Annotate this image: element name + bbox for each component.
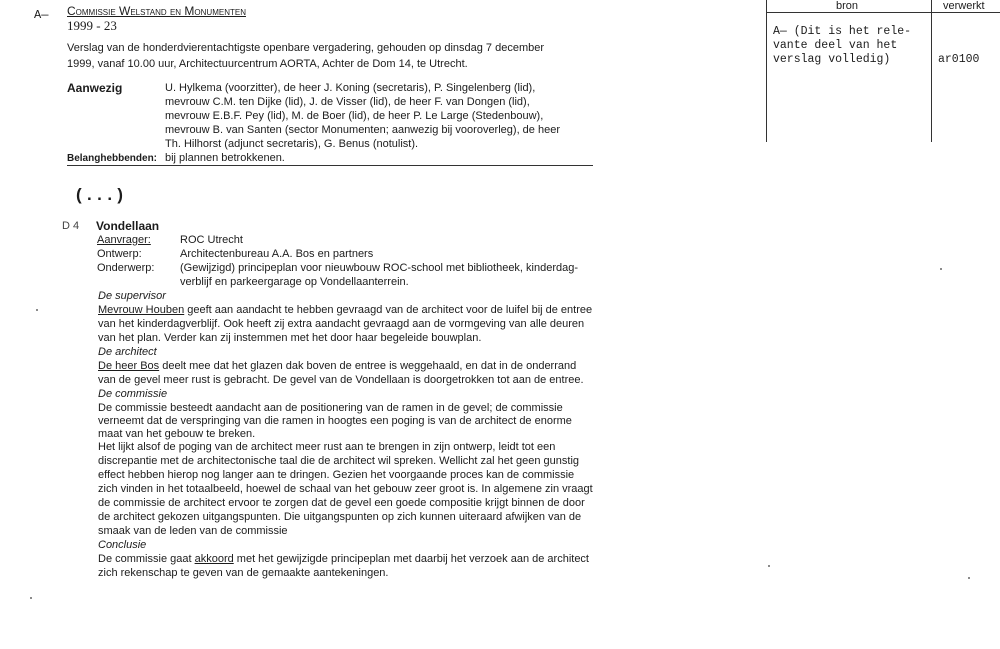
side-table-divider (931, 0, 932, 142)
field-label-applicant: Aanvrager: (97, 234, 151, 246)
architect-text-rest: deelt mee dat het glazen dak boven de entree is weggehaald, en dat in de onderrand (159, 360, 577, 372)
scan-speck (36, 309, 38, 311)
attendance-line: Th. Hilhorst (adjunct secretaris), G. Benus (notulist). (165, 138, 419, 150)
scan-speck (768, 565, 770, 567)
report-line-1: Verslag van de honderdvierentachtigste openbare vergadering, gehouden op dinsdag 7 december (67, 42, 545, 54)
architect-text-line: van de gevel meer rust is gebracht. De gevel van de Vondellaan is doorgetrokken tot aan de entree. (98, 374, 584, 386)
conclusion-text-line (98, 553, 589, 566)
commission-text-line: effect hebben hierop nog langer aan te dringen. Gezien het voorgaande proces kan de commissie (98, 469, 575, 481)
supervisor-heading: De supervisor (98, 290, 166, 302)
org-name: Commissie Welstand en Monumenten (67, 4, 246, 18)
side-table-code: ar0100 (938, 53, 980, 66)
side-table-header-processed: verwerkt (943, 0, 985, 12)
supervisor-text-line (98, 304, 592, 317)
commission-text-line: de commissie de architect ervoor te zorgen dat de gevel een goede compositie krijgt binnen de door (98, 497, 585, 509)
attendance-line: mevrouw E.B.F. Pey (lid), M. de Boer (lid), de heer P. Le Large (Stedenbouw), (165, 110, 544, 122)
margin-mark: A— (34, 8, 49, 22)
stakeholders-value: bij plannen betrokkenen. (165, 152, 285, 164)
architect-name: De heer Bos (98, 360, 160, 372)
item-title: Vondellaan (96, 219, 160, 233)
scan-speck (940, 268, 942, 270)
conclusion-text-line: zich rekenschap te geven van de gemaakte aantekeningen. (98, 567, 389, 579)
field-value-subject-cont: verblijf en parkeergarage op Vondellaanterrein. (180, 276, 409, 288)
commission-text-line: de architect gekozen uitgangspunten. Die uitgangspunten op zich kunnen uiteraard afwijken van de (98, 511, 582, 523)
report-line-2: 1999, vanaf 10.00 uur, Architectuurcentrum AORTA, Achter de Dom 14, te Utrecht. (67, 58, 468, 70)
attendance-line: mevrouw C.M. ten Dijke (lid), J. de Visser (lid), de heer F. van Dongen (lid), (165, 96, 530, 108)
commission-text-line: maat van het gebouw te breken. (98, 428, 256, 440)
field-value-applicant: ROC Utrecht (180, 234, 243, 246)
side-table-note-line: vante deel van het (773, 39, 898, 52)
omission-mark: (...) (74, 187, 126, 206)
conclusion-heading: Conclusie (98, 539, 147, 551)
stakeholders-label: Belanghebbenden: (67, 153, 158, 164)
attendance-label: Aanwezig (67, 81, 123, 95)
attendance-line: U. Hylkema (voorzitter), de heer J. Koning (secretaris), P. Singelenberg (lid), (165, 82, 536, 94)
conclusion-post: met het gewijzigde principeplan met daarbij het verzoek aan de architect (233, 553, 589, 565)
conclusion-pre: De commissie gaat (98, 553, 195, 565)
commission-text-line: De commissie besteedt aandacht aan de positionering van de ramen in de gevel; de commissie (98, 402, 563, 414)
header-rule (67, 165, 593, 166)
supervisor-text-line: van het plan. Verder kan zij instemmen met het door haar begeleide bouwplan. (98, 332, 482, 344)
commission-text-line: Het lijkt alsof de poging van de architect meer rust aan te brengen in zijn ontwerp, leidt tot een (98, 441, 556, 453)
meeting-number: 1999 - 23 (67, 18, 117, 33)
scan-speck (968, 577, 970, 579)
architect-heading: De architect (98, 346, 157, 358)
item-code: D 4 (62, 220, 80, 232)
scan-speck (30, 597, 32, 599)
side-table-note-line: A— (Dit is het rele- (773, 25, 912, 38)
conclusion-approved: akkoord (194, 553, 234, 565)
attendance-line: mevrouw B. van Santen (sector Monumenten; aanwezig bij vooroverleg), de heer (165, 124, 560, 136)
supervisor-name: Mevrouw Houben (98, 304, 185, 316)
architect-text-line (98, 360, 576, 373)
side-table-note-line: verslag volledig) (773, 53, 891, 66)
commission-text-line: discrepantie met de architectonische taal die de architect wil spreken. Wellicht zal het geen gunstig (98, 455, 580, 467)
side-table-left-border (766, 0, 767, 142)
commission-text-line: verneemt dat de verspringing van die ramen in hoogtes een poging is van de architect de enorme (98, 415, 572, 427)
supervisor-text-line: van het kinderdagverblijf. Ook heeft zij extra aandacht gevraagd aan de vormgeving van alle deuren (98, 318, 585, 330)
commission-text-line: zich vinden in het totaalbeeld, hoewel de schaal van het gebouw zeer groot is. In algemene zin vraagt (98, 483, 593, 495)
field-value-design: Architectenbureau A.A. Bos en partners (180, 248, 374, 260)
field-label-design: Ontwerp: (97, 248, 142, 260)
field-label-subject: Onderwerp: (97, 262, 155, 274)
commission-heading: De commissie (98, 388, 168, 400)
field-value-subject: (Gewijzigd) principeplan voor nieuwbouw ROC-school met bibliotheek, kinderdag- (180, 262, 579, 274)
side-table-header-source: bron (836, 0, 859, 12)
commission-text-line: smaak van de leden van de commissie (98, 525, 288, 537)
supervisor-text-rest: geeft aan aandacht te hebben gevraagd van de architect voor de luifel bij de entree (184, 304, 593, 316)
